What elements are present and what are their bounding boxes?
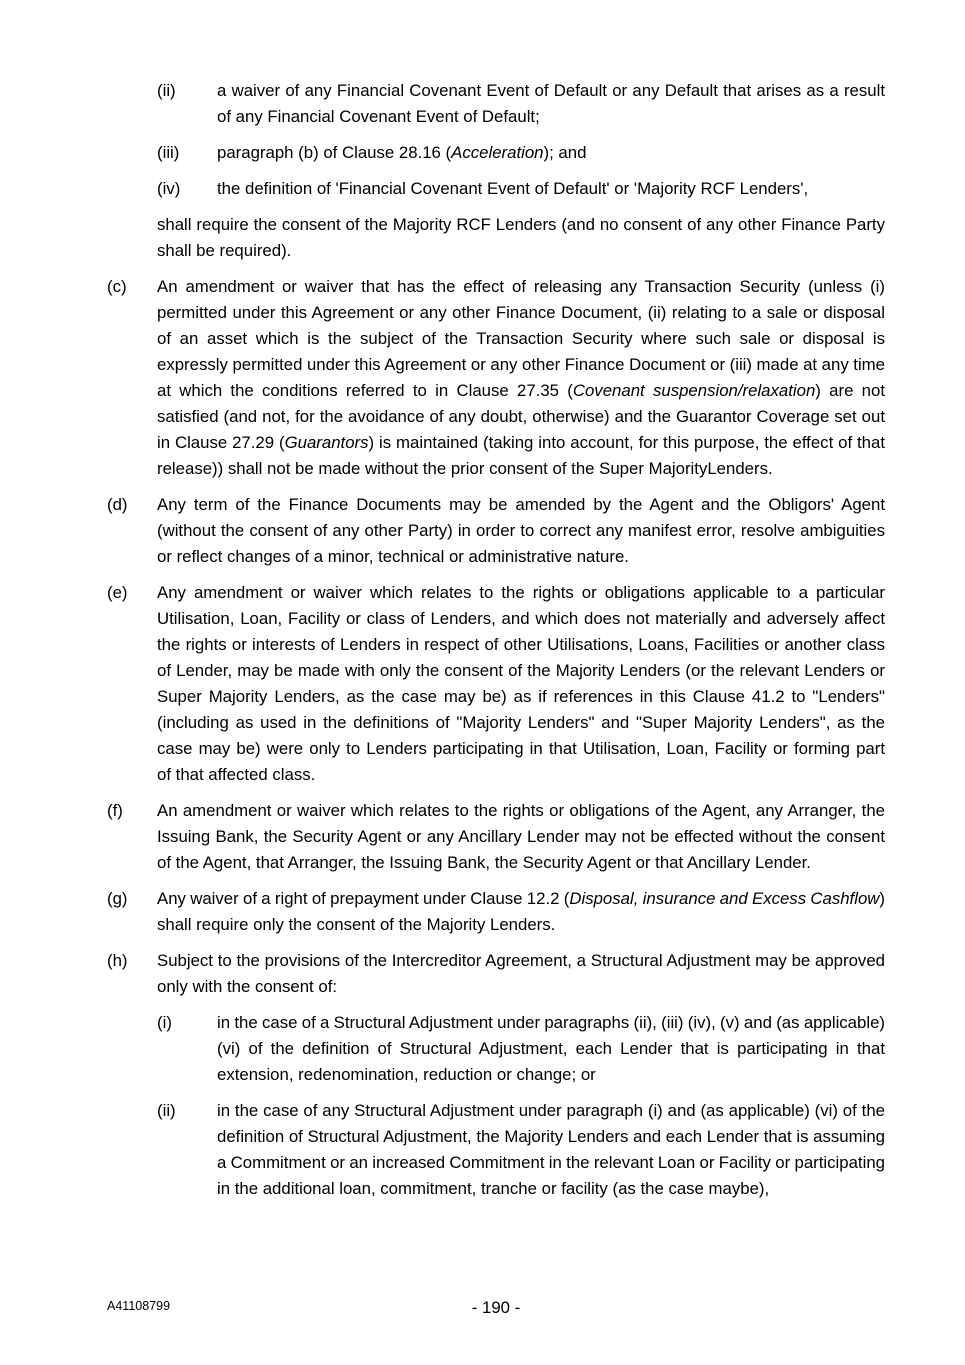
text-run: ); and [543,143,587,162]
text-line: An amendment or waiver which relates to the rights or obligations of the Agent, any Arranger, the [157,801,885,820]
sub-item-label: (ii) [157,1101,176,1120]
text-line: a Commitment or an increased Commitment in the relevant Loan or Facility or participating [217,1153,885,1172]
clause-text [157,492,885,570]
text-run: ) [879,889,885,908]
page-body [0,78,965,1212]
clause-h [0,948,965,1202]
clause-f [0,798,965,876]
text-line: satisfied (and not, for the avoidance of any doubt, otherwise) and the Guarantor Coverage set out [157,407,885,426]
sub-item-ii [0,78,965,130]
italic-clause-reference: Disposal, insurance and Excess Cashflow [569,889,880,908]
sub-item-label: (iv) [157,179,181,198]
clause-h-sub-items [0,1010,965,1202]
page-number: - 190 - [471,1298,521,1317]
sub-item-i [0,1010,965,1088]
clause-label: (d) [107,495,128,514]
text-line: of any Financial Covenant Event of Default; [217,107,540,126]
italic-clause-reference: Acceleration [451,143,544,162]
text-line: expressly permitted under this Agreement or any other Finance Document or (iii) made at any time [157,355,885,374]
clause-text [157,274,885,482]
text-line: permitted under this Agreement or any other Finance Document, (ii) relating to a sale or disposal [157,303,885,322]
clause-text [157,948,885,1000]
text-line: (without the consent of any other Party) in order to correct any manifest error, resolve ambiguities [157,521,885,540]
text-run: in Clause 27.29 ( [157,433,285,452]
text-line: extension, redenomination, reduction or change; or [217,1065,596,1084]
text-line: shall be required). [157,241,292,260]
text-line: Utilisation, Loan, Facility or class of Lenders, and which does not materially and adversely affect [157,609,885,628]
document-reference: A41108799 [107,1299,171,1313]
text-line: Super Majority Lenders, as the case may be) as if references in this Clause 41.2 to "Lenders" [157,687,885,706]
text-line: case may be) were only to Lenders participating in that Utilisation, Loan, Facility or forming part [157,739,885,758]
text-line: of an asset which is the subject of the Transaction Security where such sale or disposal is [157,329,885,348]
text-line [157,886,885,912]
sub-item-label: (i) [157,1013,172,1032]
clause-c [0,274,965,482]
clause-g [0,886,965,938]
text-line: in the case of any Structural Adjustment under paragraph (i) and (as applicable) (vi) of the [217,1101,885,1120]
sub-item-text [217,176,885,202]
text-run: ) are not [815,381,886,400]
text-line: Issuing Bank, the Security Agent or any Ancillary Lender may not be effected without the consent [157,827,885,846]
text-line: release)) shall not be made without the prior consent of the Super MajorityLenders. [157,459,773,478]
clause-label: (f) [107,801,123,820]
sub-item-text [217,1098,885,1202]
text-line: of Lender, may be made with only the consent of the Majority Lenders (or the relevant Lenders or [157,661,885,680]
text-line [217,140,885,166]
sub-item-text [217,1010,885,1088]
text-line: Subject to the provisions of the Intercreditor Agreement, a Structural Adjustment may be approved [157,951,885,970]
sub-item-label: (iii) [157,143,180,162]
text-line: Any term of the Finance Documents may be amended by the Agent and the Obligors' Agent [157,495,885,514]
text-run: at which the conditions referred to in Clause 27.35 ( [157,381,573,400]
text-line: a waiver of any Financial Covenant Event of Default or any Default that arises as a result [217,81,885,100]
list-continuation-paragraph [157,212,885,264]
text-line: the definition of 'Financial Covenant Event of Default' or 'Majority RCF Lenders', [217,179,809,198]
clause-label: (e) [107,583,128,602]
text-run: Any waiver of a right of prepayment under Clause 12.2 ( [157,889,570,908]
clause-label: (h) [107,951,128,970]
sub-item-ii [0,1098,965,1202]
text-line: in the additional loan, commitment, tranche or facility (as the case maybe), [217,1179,770,1198]
clause-text [157,580,885,788]
text-run: paragraph (b) of Clause 28.16 ( [217,143,452,162]
clause-label: (c) [107,277,127,296]
text-run: ) is maintained (taking into account, for this purpose, the effect of that [368,433,886,452]
sub-item-label: (ii) [157,81,176,100]
clause-label: (g) [107,889,128,908]
clause-text [157,886,885,938]
text-line: or reflect changes of a minor, technical or administrative nature. [157,547,629,566]
clause-e [0,580,965,788]
text-line: of the Agent, that Arranger, the Issuing Bank, the Security Agent or that Ancillary Lender. [157,853,811,872]
sub-item-text [217,78,885,130]
italic-clause-reference: Covenant suspension/relaxation [572,381,816,400]
text-line [157,430,885,456]
sub-item-text [217,140,885,166]
sub-item-iii [0,140,965,166]
text-line: of that affected class. [157,765,316,784]
text-line: An amendment or waiver that has the effect of releasing any Transaction Security (unless (i) [157,277,885,296]
clause-text [157,798,885,876]
text-line: shall require the consent of the Majority RCF Lenders (and no consent of any other Finance Party [157,215,885,234]
italic-clause-reference: Guarantors [284,433,369,452]
text-line: (vi) of the definition of Structural Adjustment, each Lender that is participating in that [217,1039,885,1058]
text-line: Any amendment or waiver which relates to the rights or obligations applicable to a particular [157,583,885,602]
text-line [157,378,885,404]
sub-item-iv [0,176,965,202]
text-line: in the case of a Structural Adjustment under paragraphs (ii), (iii) (iv), (v) and (as applicable) [217,1013,885,1032]
text-line: the rights or interests of Lenders in respect of other Utilisations, Loans, Facilities or another class [157,635,885,654]
text-line: definition of Structural Adjustment, the Majority Lenders and each Lender that is assuming [217,1127,885,1146]
text-line: (including as used in the definitions of "Majority Lenders" and "Super Majority Lenders", as the [157,713,885,732]
clause-d [0,492,965,570]
text-line: only with the consent of: [157,977,338,996]
text-line: shall require only the consent of the Majority Lenders. [157,915,556,934]
